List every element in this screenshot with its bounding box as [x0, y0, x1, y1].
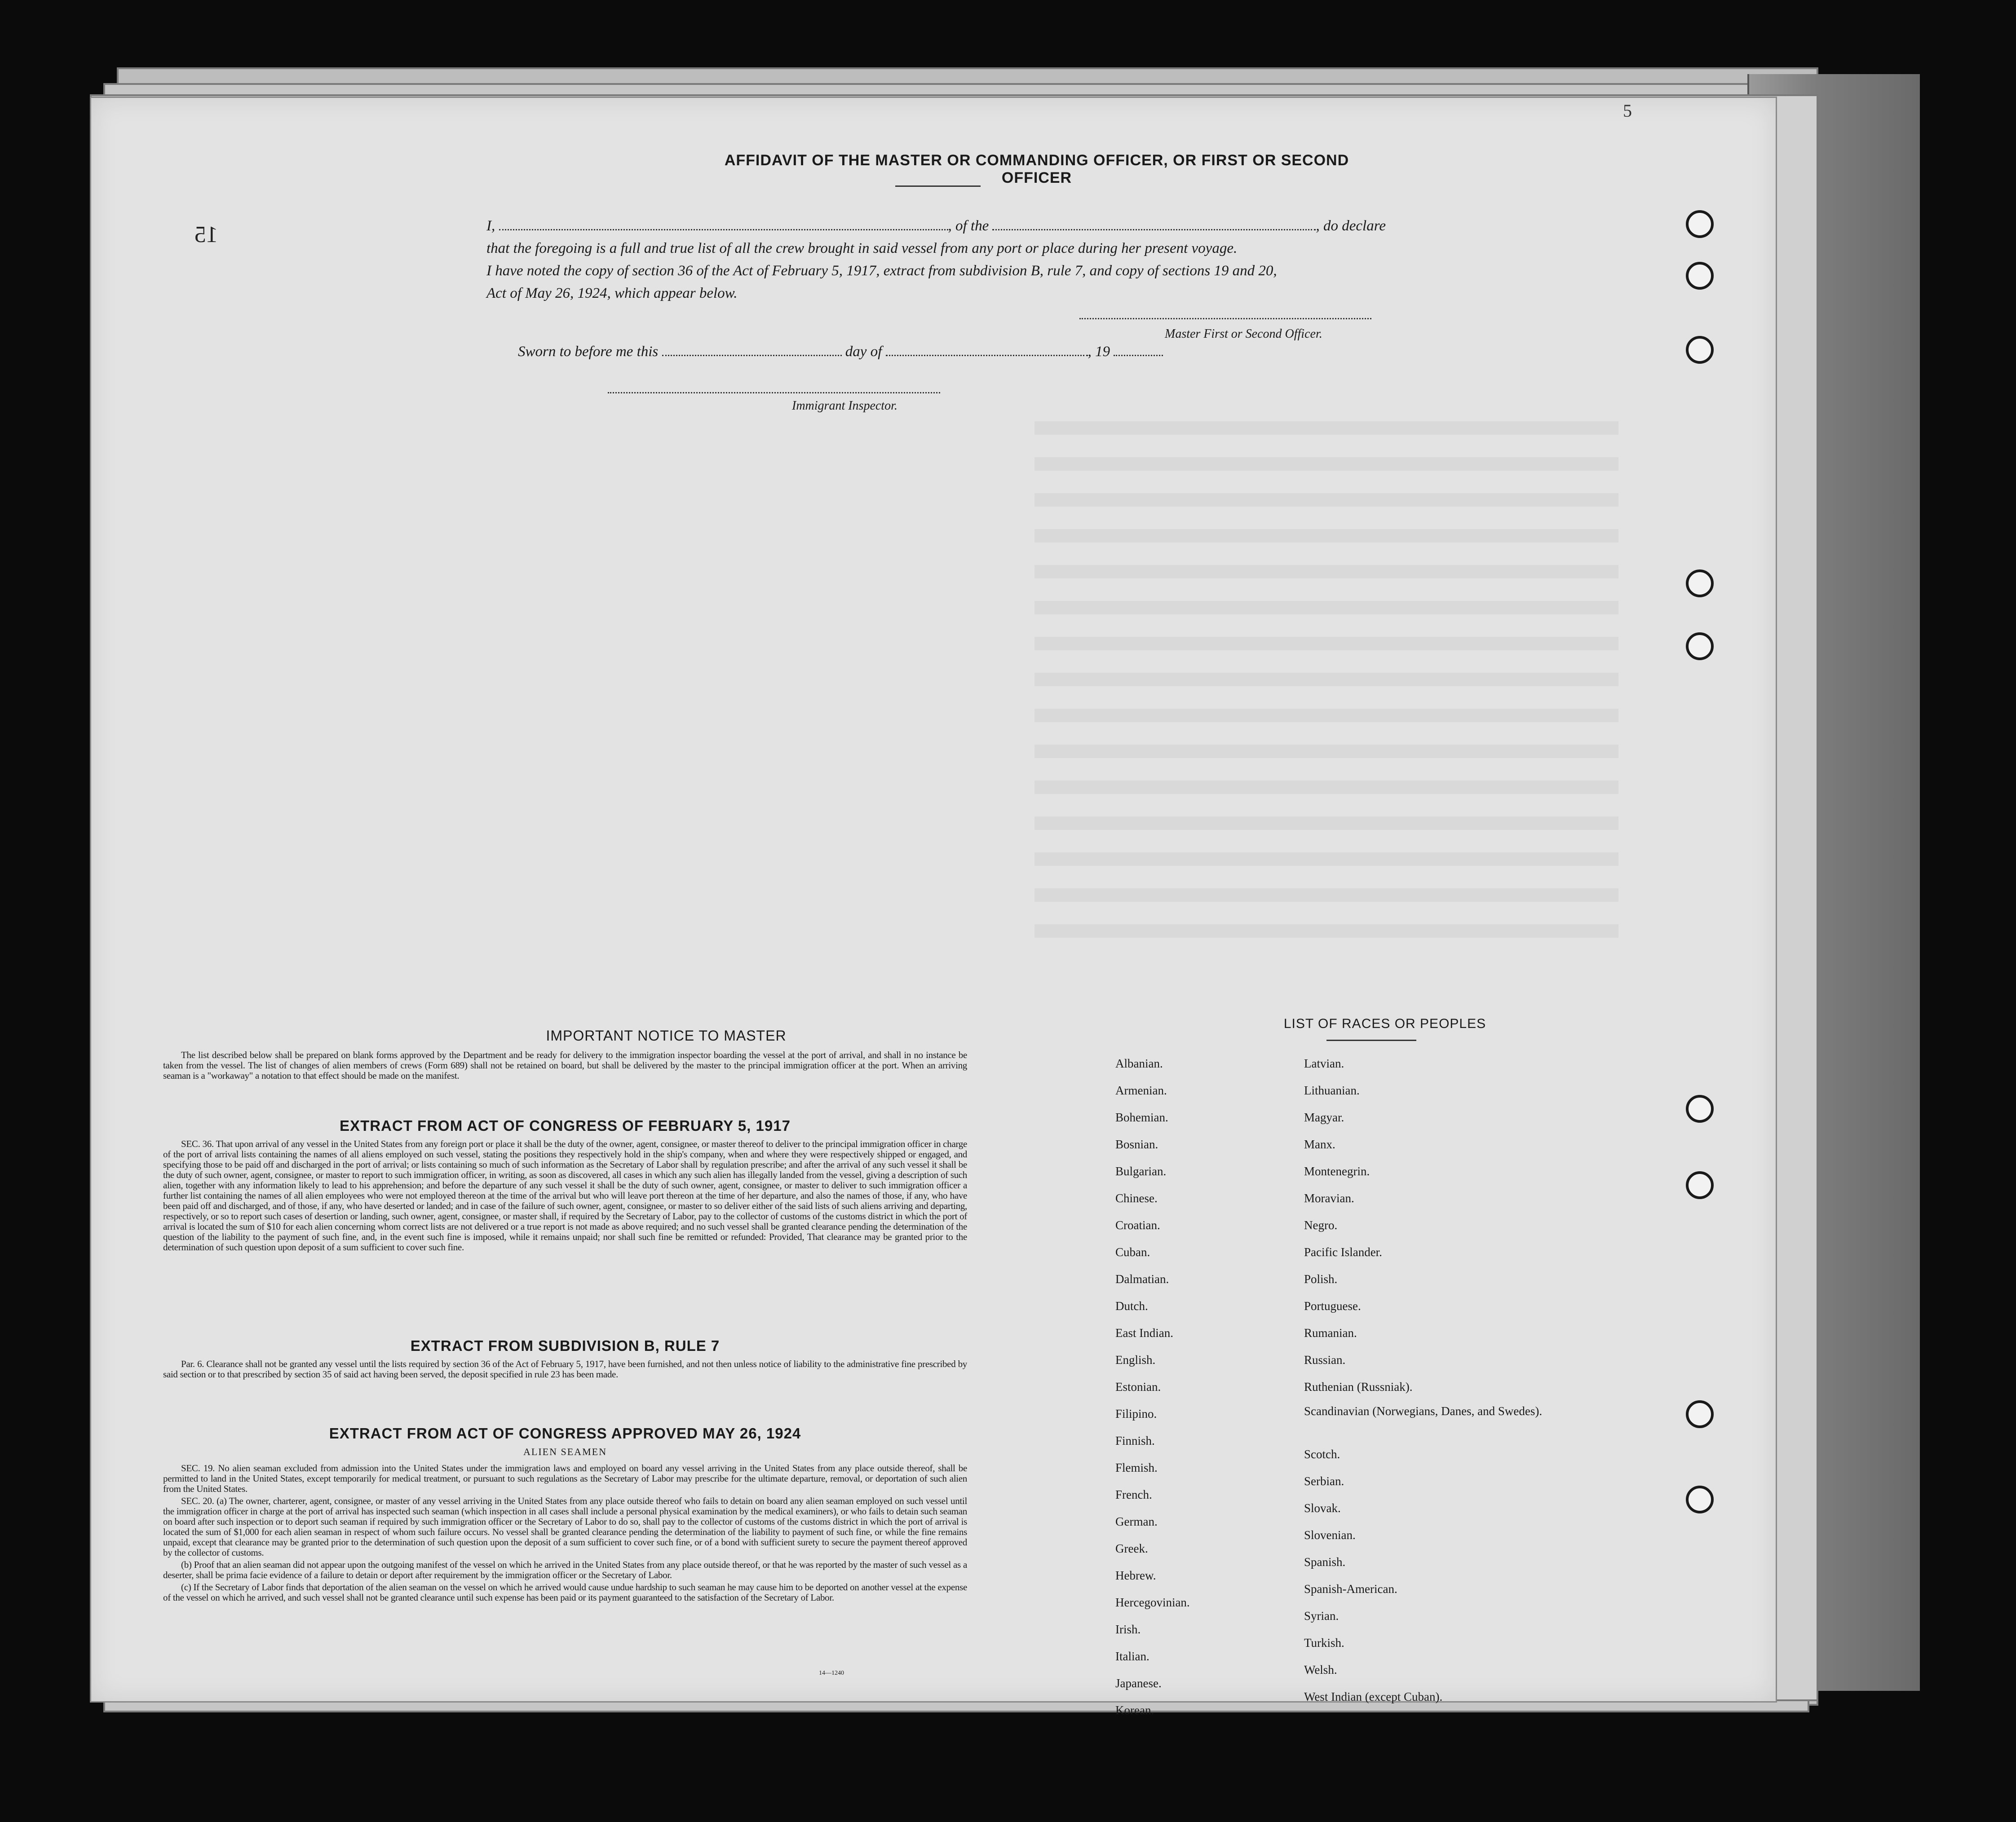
race-item: Welsh.: [1304, 1663, 1337, 1676]
race-item: Italian.: [1115, 1650, 1149, 1663]
master-signature-label: Master First or Second Officer.: [1165, 327, 1322, 341]
race-item: Polish.: [1304, 1272, 1338, 1286]
sworn-month-field[interactable]: [886, 355, 1088, 356]
race-item: Portuguese.: [1304, 1299, 1361, 1313]
race-item: Hercegovinian.: [1115, 1596, 1190, 1609]
punch-hole: [1686, 1486, 1714, 1513]
race-item: Chinese.: [1115, 1191, 1158, 1205]
race-item: Finnish.: [1115, 1434, 1155, 1447]
affidavit-line-2: that the foregoing is a full and true list of all the crew brought in said vessel from any port or place during her present voyage.: [486, 240, 1238, 256]
race-item: Filipino.: [1115, 1407, 1157, 1421]
punch-hole: [1686, 1400, 1714, 1428]
extract-1917-text: SEC. 36. That upon arrival of any vessel in the United States from any foreign port or place it shall be the duty of the owner, agent, consignee, or master thereof to deliver to the principal immigration officer in charge of the port of arrival lists containing the names of all aliens employed on such vessel, stating the positions they respectively hold in the ship's company, when and where they were respectively shipped or engaged, and specifying those to be paid off and discharged in the port of arrival; or lists containing so much of such information as the Secretary of Labor shall by regulation prescribe; and after the arrival of any such vessel it shall be the duty of such owner, agent, consignee, or master to report to such immigration officer, in writing, as soon as discovered, all cases in which any such alien has illegally landed from the vessel, giving a description of such alien, together with any information likely to lead to his apprehension; and before the departure of any such vessel it shall be the duty of such owner, agent, consignee, or master to deliver to such immigration officer a further list containing the names of all alien employees who were not employed thereon at the time of the arrival but who will leave port thereon at the time of her departure, and also the names of those, if any, who have been paid off and discharged, and of those, if any, who have deserted or landed; and in case of the failure of such owner, agent, consignee, or master to so deliver either of the said lists of such aliens arriving and departing, respectively, or so to report such cases of desertion or landing, such owner, agent, consignee, or master shall, if required by the Secretary of Labor, pay to the collector of customs of the customs district in which the port of arrival is located the sum of $10 for each alien concerning whom correct lists are not delivered or a true report is not made as above required; and no such vessel shall be granted clearance pending the determination of the question of the liability to the payment of such fine, and, in the event such fine is imposed, while it remains unpaid; nor shall such fine be remitted or refunded: Provided, That clearance may be granted prior to the determination of such question upon deposit of a sum sufficient to cover such fine.: [163, 1138, 967, 1253]
race-item: Scotch.: [1304, 1447, 1340, 1461]
race-item: East Indian.: [1115, 1326, 1173, 1340]
race-item: Estonian.: [1115, 1380, 1161, 1394]
race-item: Magyar.: [1304, 1111, 1344, 1124]
race-item: Manx.: [1304, 1138, 1335, 1151]
race-item: Armenian.: [1115, 1084, 1167, 1097]
race-item: English.: [1115, 1353, 1156, 1367]
race-item: Hebrew.: [1115, 1569, 1156, 1582]
punch-hole: [1686, 262, 1714, 290]
race-item: Cuban.: [1115, 1245, 1150, 1259]
notice-text: The list described below shall be prepared on blank forms approved by the Department and be ready for delivery to the immigration inspector boarding the vessel at the port of arrival, and shall in no instance be taken from the vessel. The list of changes of alien members of crews (Form 689) shall not be retained on board, but shall be delivered by the master to the principal immigration officer at the port. When an arriving seaman is a "workaway" a notation to that effect should be made on the manifest.: [163, 1050, 967, 1081]
race-item: Pacific Islander.: [1304, 1245, 1382, 1259]
punch-hole: [1686, 336, 1714, 364]
race-item: Bulgarian.: [1115, 1165, 1167, 1178]
race-item: Flemish.: [1115, 1461, 1158, 1474]
race-item: Dalmatian.: [1115, 1272, 1169, 1286]
race-item: Slovenian.: [1304, 1528, 1356, 1542]
race-item: Lithuanian.: [1304, 1084, 1360, 1097]
form-id: 14—1240: [819, 1670, 844, 1676]
section-19: SEC. 19. No alien seaman excluded from admission into the United States under the immigration laws and employed on board any vessel arriving in the United States from any place outside thereof, shall be permitted to land in the United States, except temporarily for medical treatment, or pursuant to such regulations as the Secretary of Labor may prescribe for the ultimate departure, removal, or deportation of such alien from the United States.: [163, 1463, 967, 1494]
divider: [1326, 1040, 1416, 1041]
race-item: Spanish-American.: [1304, 1582, 1397, 1596]
section-20b: (b) Proof that an alien seaman did not appear upon the outgoing manifest of the vessel on which he arrived in the United States from any place outside thereof, or that he was reported by the master of such vessel as a deserter, shall be prima facie evidence of a failure to detain or deport after requirement by the immigration officer or the Secretary of Labor.: [163, 1559, 967, 1580]
race-item: Negro.: [1304, 1218, 1338, 1232]
race-item: West Indian (except Cuban).: [1304, 1690, 1443, 1703]
extract-1924-title: EXTRACT FROM ACT OF CONGRESS APPROVED MAY 26, 1924: [329, 1425, 801, 1442]
races-column-2: [1304, 1050, 1556, 1710]
extract-rule7-text: Par. 6. Clearance shall not be granted any vessel until the lists required by section 36 of the Act of February 5, 1917, have been furnished, and not then unless notice of liability to the administrative fine prescribed by said section or to that prescribed by section 35 of said act having been served, the deposit specified in rule 23 has been made.: [163, 1359, 967, 1380]
inspector-signature-line[interactable]: [608, 392, 940, 393]
race-item: Syrian.: [1304, 1609, 1339, 1623]
inspector-signature-label: Immigrant Inspector.: [792, 399, 897, 413]
manifest-page: [90, 97, 1777, 1717]
divider: [895, 185, 981, 187]
race-item: Latvian.: [1304, 1057, 1344, 1070]
punch-hole: [1686, 1095, 1714, 1123]
extract-1917-title: EXTRACT FROM ACT OF CONGRESS OF FEBRUARY 5, 1917: [340, 1117, 791, 1134]
race-item: Russian.: [1304, 1353, 1346, 1367]
name-field[interactable]: [499, 229, 948, 230]
affidavit-title: AFFIDAVIT OF THE MASTER OR COMMANDING OFFICER, OR FIRST OR SECOND OFFICER: [724, 152, 1349, 186]
margin-number: 15: [195, 222, 218, 247]
affidavit-line-1: I, , of the , do declare: [486, 218, 1386, 234]
races-title: LIST OF RACES OR PEOPLES: [1283, 1016, 1486, 1031]
vessel-field[interactable]: [992, 229, 1316, 230]
section-20c: (c) If the Secretary of Labor finds that deportation of the alien seaman on the vessel on which he arrived would cause undue hardship to such seaman he may cause him to be deported on another vessel at the expense of the vessel on which he arrived, and such vessel shall not be granted clearance until such expense has been paid or its payment guaranteed to the satisfaction of the Secretary of Labor.: [163, 1582, 967, 1603]
section-20a: SEC. 20. (a) The owner, charterer, agent, consignee, or master of any vessel arriving in the United States from any place outside thereof who fails to detain on board any alien seaman employed on such vessel until the immigration officer in charge at the port of arrival has inspected such seaman (which inspection in all cases shall include a personal physical examination by the medical examiners), or who fails to detain such seaman on board after such inspection or to deport such seaman if required by such immigration officer or the Secretary of Labor to do so, shall pay to the collector of customs of the customs district in which the port of arrival is located the sum of $1,000 for each alien seaman in respect of whom such failure occurs. No vessel shall be granted clearance pending the determination of the liability to payment of such fine, or while the fine remains unpaid, except that clearance may be granted prior to the determination of such question upon the deposit of a sum sufficient to cover such fine, or of a bond with sufficient surety to secure the payment thereof approved by the collector of customs.: [163, 1496, 967, 1558]
race-item: Japanese.: [1115, 1676, 1162, 1690]
sworn-day-field[interactable]: [662, 355, 842, 356]
race-item: French.: [1115, 1488, 1152, 1501]
page-number: 5: [1623, 101, 1632, 121]
extract-rule7-title: EXTRACT FROM SUBDIVISION B, RULE 7: [410, 1337, 720, 1354]
race-item: Croatian.: [1115, 1218, 1160, 1232]
race-item: Slovak.: [1304, 1501, 1341, 1515]
punch-hole: [1686, 569, 1714, 597]
race-item: Bohemian.: [1115, 1111, 1168, 1124]
affidavit-line-4: Act of May 26, 1924, which appear below.: [486, 285, 738, 301]
race-item: Bosnian.: [1115, 1138, 1158, 1151]
bleed-through-text: [1035, 421, 1618, 960]
affidavit-body: [486, 215, 1538, 304]
extract-1924-text: [163, 1463, 967, 1605]
race-item: Moravian.: [1304, 1191, 1354, 1205]
punch-hole: [1686, 1171, 1714, 1199]
race-item: Korean.: [1115, 1703, 1154, 1717]
race-item: Scandinavian (Norwegians, Danes, and Swedes).: [1304, 1404, 1543, 1418]
race-item: Albanian.: [1115, 1057, 1163, 1070]
race-item: Ruthenian (Russniak).: [1304, 1380, 1413, 1394]
race-item: Rumanian.: [1304, 1326, 1357, 1340]
alien-seamen-heading: ALIEN SEAMEN: [523, 1446, 607, 1457]
race-item: Serbian.: [1304, 1474, 1344, 1488]
affidavit-line-3: I have noted the copy of section 36 of the Act of February 5, 1917, extract from subdivision B, rule 7, and copy of sections 19 and 20,: [486, 263, 1277, 279]
race-item: Irish.: [1115, 1623, 1141, 1636]
race-item: Turkish.: [1304, 1636, 1344, 1650]
punch-hole: [1686, 632, 1714, 660]
notice-title: IMPORTANT NOTICE TO MASTER: [546, 1028, 787, 1044]
races-column-1: [1115, 1050, 1286, 1724]
sworn-year-field[interactable]: [1114, 355, 1163, 356]
race-item: Dutch.: [1115, 1299, 1148, 1313]
punch-hole: [1686, 210, 1714, 238]
race-item: Spanish.: [1304, 1555, 1346, 1569]
race-item: Montenegrin.: [1304, 1165, 1370, 1178]
sworn-line: Sworn to before me this day of , 19: [518, 340, 1569, 363]
race-item: German.: [1115, 1515, 1158, 1528]
master-signature-line[interactable]: [1079, 318, 1371, 319]
race-item: Greek.: [1115, 1542, 1148, 1555]
